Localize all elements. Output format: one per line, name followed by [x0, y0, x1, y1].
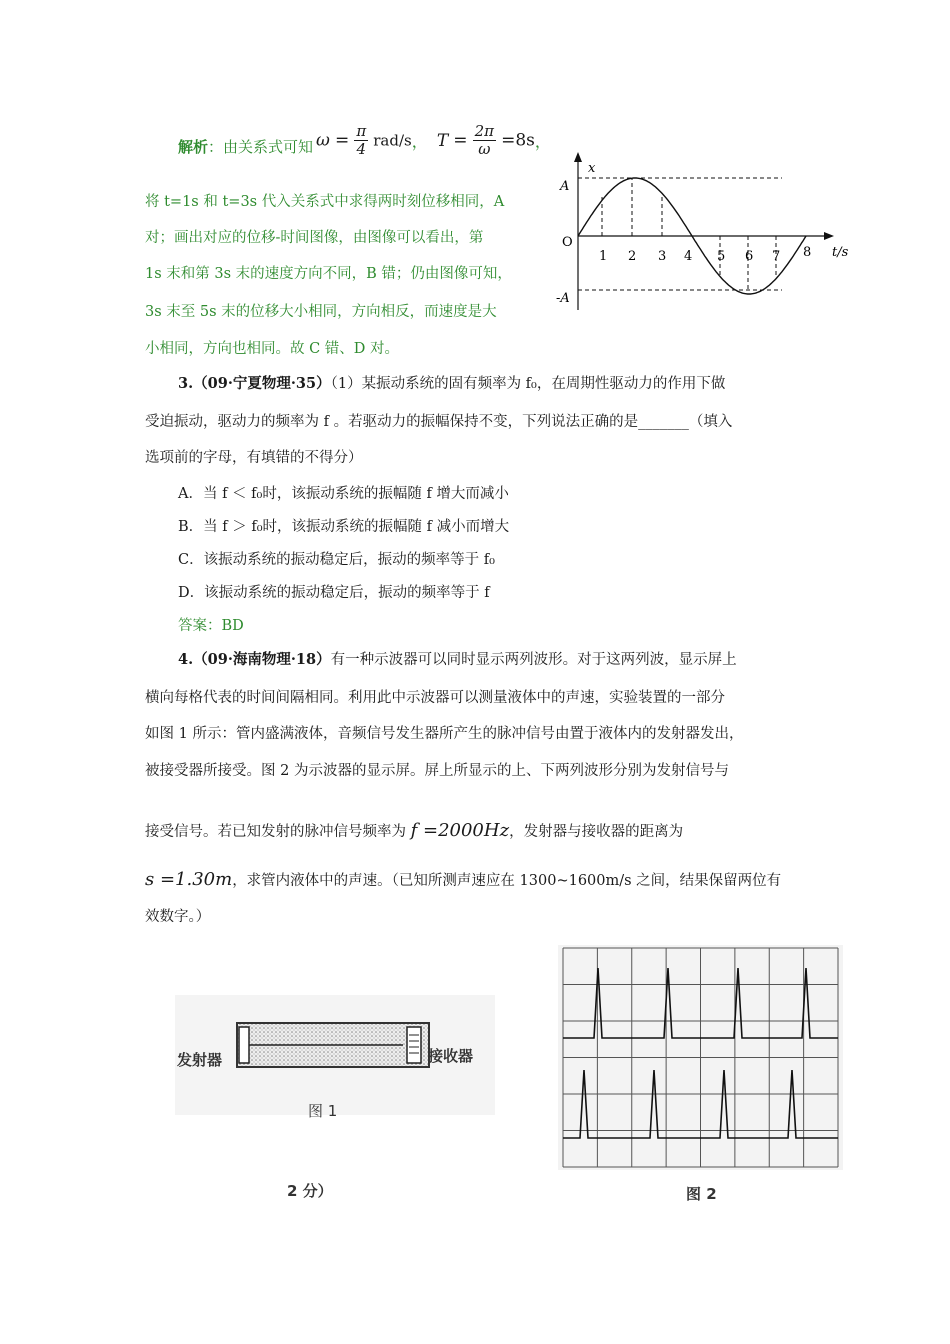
solution-line-5: 小相同，方向也相同。故 C 错、D 对。	[145, 341, 400, 357]
q4-source: （09·海南物理·18）	[193, 651, 331, 668]
q4-line-5-pre: 接受信号。若已知发射的脉冲信号频率为	[145, 824, 411, 840]
t-equals: =	[453, 130, 468, 151]
tick-7: 7	[772, 249, 781, 264]
q3-option-a: A．当 f ＜ f₀时，该振动系统的振幅随 f 增大而减小	[178, 486, 509, 502]
pi-over-four	[354, 123, 368, 158]
figure-1	[175, 995, 495, 1210]
tick-3: 3	[658, 249, 667, 264]
t-symbol: T	[436, 130, 449, 151]
q4-line-4: 被接受器所接受。图 2 为示波器的显示屏。屏上所显示的上、下两列波形分别为发射信号与	[145, 763, 729, 779]
pi-numerator: π	[356, 122, 367, 140]
solution-line-4: 3s 末至 5s 末的位移大小相同，方向相反，而速度是大	[145, 304, 497, 320]
q3-line-3: 选项前的字母，有填错的不得分）	[145, 450, 363, 466]
omega-formula	[316, 123, 551, 158]
q3-answer: 答案：BD	[178, 618, 244, 634]
emitter-block	[239, 1027, 249, 1063]
tick-labels	[599, 245, 811, 264]
figure-1-caption: 图 1	[308, 1102, 338, 1120]
omega-unit: rad/s	[373, 131, 412, 150]
tick-2: 2	[628, 249, 637, 264]
comma-1: ，	[411, 132, 428, 151]
q4-text-1: 有一种示波器可以同时显示两列波形。对于这两列波，显示屏上	[330, 652, 737, 668]
q3-line-1	[178, 372, 725, 393]
q4-line-5	[145, 820, 683, 841]
omega-equals: =	[334, 130, 350, 151]
figure-2-caption: 图 2	[686, 1185, 717, 1203]
solution-line-1: 将 t=1s 和 t=3s 代入关系式中求得两时刻位移相同，A	[145, 194, 505, 210]
displacement-time-graph	[550, 150, 860, 315]
amp-label: A	[560, 179, 570, 194]
x-axis-label: x	[588, 161, 596, 176]
solution-first-line	[178, 136, 313, 157]
freq-math: f =2000Hz	[410, 820, 510, 841]
omega-symbol: ω	[316, 130, 330, 151]
two-pi-numerator: 2π	[474, 122, 495, 140]
q4-line-6-post: ，求管内液体中的声速。（已知所测声速应在 1300~1600m/s 之间，结果保留两位有	[232, 873, 782, 889]
q4-line-5-post: ，发射器与接收器的距离为	[509, 824, 684, 840]
q3-option-b: B．当 f ＞ f₀时，该振动系统的振幅随 f 减小而增大	[178, 519, 510, 535]
q4-line-2: 横向每格代表的时间间隔相同。利用此中示波器可以测量液体中的声速，实验装置的一部分	[145, 690, 725, 706]
emitter-label: 发射器	[177, 1051, 223, 1069]
oscilloscope-screen	[558, 945, 843, 1170]
t-value: =8s	[501, 130, 535, 151]
q3-number: 3.	[178, 375, 194, 392]
q4-number: 4.	[178, 651, 194, 668]
solution-intro: 由关系式可知	[223, 138, 314, 156]
q3-line-2: 受迫振动，驱动力的频率为 f 。若驱动力的振幅保持不变，下列说法正确的是_______（填入	[145, 414, 733, 430]
neg-amp-label: -A	[556, 291, 570, 306]
q4-line-6	[145, 869, 781, 890]
q4-line-3: 如图 1 所示：管内盛满液体，音频信号发生器所产生的脉冲信号由置于液体内的发射器发出，	[145, 726, 744, 742]
solution-line-2: 对；画出对应的位移-时间图像，由图像可以看出，第	[145, 230, 484, 246]
tick-8: 8	[803, 245, 812, 260]
tick-6: 6	[745, 249, 754, 264]
receiver-label: 接收器	[428, 1047, 474, 1065]
t-axis-arrow-icon	[824, 232, 834, 240]
t-axis-label: t/s	[832, 245, 849, 260]
comma-2: ，	[534, 132, 551, 151]
four-denominator: 4	[356, 140, 367, 158]
q3-source: （09·宁夏物理·35）	[193, 375, 331, 392]
x-axis-arrow-icon	[574, 152, 582, 162]
tick-1: 1	[599, 249, 608, 264]
dist-math: s =1.30m	[145, 869, 233, 890]
solution-label: 解析	[178, 138, 209, 156]
figure-2	[558, 945, 843, 1210]
q3-text-1: （1）某振动系统的固有频率为 f₀，在周期性驱动力的作用下做	[330, 376, 726, 392]
q4-line-7: 效数字。）	[145, 909, 211, 925]
tick-4: 4	[684, 249, 693, 264]
receiver-block	[407, 1027, 421, 1063]
two-pi-over-omega	[473, 123, 496, 158]
solution-line-3: 1s 末和第 3s 末的速度方向不同，B 错；仍由图像可知，	[145, 266, 512, 282]
q3-option-c: C．该振动系统的振动稳定后，振动的频率等于 f₀	[178, 552, 495, 568]
solution-colon: ：	[208, 138, 224, 156]
score-note: 2 分）	[287, 1182, 333, 1200]
omega-denominator: ω	[478, 140, 491, 158]
origin-label: O	[562, 235, 573, 250]
q3-option-d: D．该振动系统的振动稳定后，振动的频率等于 f	[178, 585, 490, 601]
q4-line-1	[178, 648, 737, 669]
tick-5: 5	[717, 249, 726, 264]
